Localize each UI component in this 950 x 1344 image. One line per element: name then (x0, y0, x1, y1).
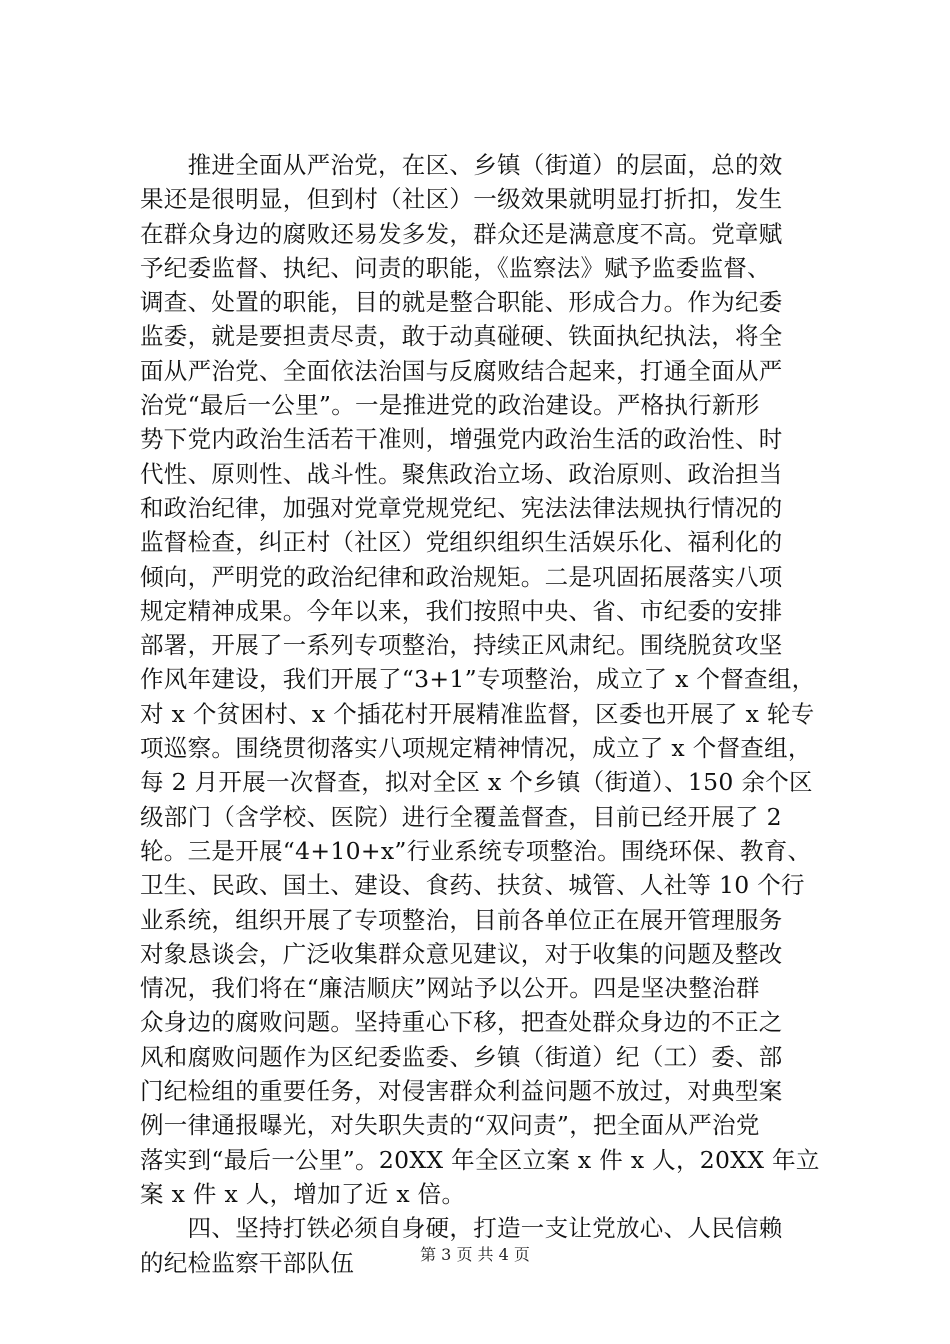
text-line: 对象恳谈会，广泛收集群众意见建议，对于收集的问题及整改 (140, 939, 783, 968)
text-line: 监委，就是要担责尽责，敢于动真碰硬、铁面执纪执法，将全 (140, 322, 783, 351)
text-line: 治党“最后一公里”。一是推进党的政治建设。严格执行新形 (140, 391, 760, 420)
text-line: 风和腐败问题作为区纪委监委、乡镇（街道）纪（工）委、部 (140, 1042, 783, 1071)
text-line: 部署，开展了一系列专项整治，持续正风肃纪。围绕脱贫攻坚 (140, 631, 783, 660)
text-line: 对 x 个贫困村、x 个插花村开展精准监督，区委也开展了 x 轮专 (140, 699, 815, 728)
text-line: 调查、处置的职能，目的就是整合职能、形成合力。作为纪委 (140, 288, 783, 317)
text-line: 面从严治党、全面依法治国与反腐败结合起来，打通全面从严 (140, 356, 783, 385)
text-line: 每 2 月开展一次督查，拟对全区 x 个乡镇（街道）、150 余个区 (140, 768, 813, 797)
text-line: 卫生、民政、国土、建设、食药、扶贫、城管、人社等 10 个行 (140, 871, 805, 900)
text-line: 予纪委监督、执纪、问责的职能，《监察法》赋予监委监督、 (140, 253, 771, 282)
text-line: 监督检查，纠正村（社区）党组织组织生活娱乐化、福利化的 (140, 528, 783, 557)
text-line: 业系统，组织开展了专项整治，目前各单位正在展开管理服务 (140, 905, 783, 934)
text-line: 推进全面从严治党，在区、乡镇（街道）的层面，总的效 (140, 151, 783, 179)
text-line: 项巡察。围绕贯彻落实八项规定精神情况，成立了 x 个督查组， (140, 734, 812, 763)
text-line: 门纪检组的重要任务，对侵害群众利益问题不放过，对典型案 (140, 1077, 783, 1106)
text-line: 情况，我们将在“廉洁顺庆”网站予以公开。四是坚决整治群 (140, 974, 760, 1003)
page-number: 第 3 页 共 4 页 (420, 1245, 530, 1264)
text-line: 势下党内政治生活若干准则，增强党内政治生活的政治性、时 (140, 425, 783, 454)
text-line: 落实到“最后一公里”。20XX 年全区立案 x 件 x 人，20XX 年立 (140, 1145, 820, 1174)
text-line: 代性、原则性、战斗性。聚焦政治立场、政治原则、政治担当 (140, 459, 783, 488)
text-line: 级部门（含学校、医院）进行全覆盖督查，目前已经开展了 2 (140, 802, 782, 831)
body-text (140, 148, 820, 1280)
text-line: 和政治纪律，加强对党章党规党纪、宪法法律法规执行情况的 (140, 493, 783, 522)
text-line: 倾向，严明党的政治纪律和政治规矩。二是巩固拓展落实八项 (140, 562, 783, 591)
section-heading-line: 的纪检监察干部队伍 (140, 1248, 355, 1277)
page-footer (0, 1243, 950, 1267)
text-line: 在群众身边的腐败还易发多发，群众还是满意度不高。党章赋 (140, 219, 783, 248)
text-line: 果还是很明显，但到村（社区）一级效果就明显打折扣，发生 (140, 185, 783, 214)
section-heading-line: 四、坚持打铁必须自身硬，打造一支让党放心、人民信赖 (140, 1214, 783, 1243)
text-line: 轮。三是开展“4+10+x”行业系统专项整治。围绕环保、教育、 (140, 836, 812, 865)
text-line: 案 x 件 x 人，增加了近 x 倍。 (140, 1179, 466, 1208)
text-line: 作风年建设，我们开展了“3+1”专项整治，成立了 x 个督查组， (140, 665, 816, 694)
text-line: 众身边的腐败问题。坚持重心下移，把查处群众身边的不正之 (140, 1008, 783, 1037)
text-line: 例一律通报曝光，对失职失责的“双问责”，把全面从严治党 (140, 1111, 760, 1140)
text-line: 规定精神成果。今年以来，我们按照中央、省、市纪委的安排 (140, 596, 783, 625)
